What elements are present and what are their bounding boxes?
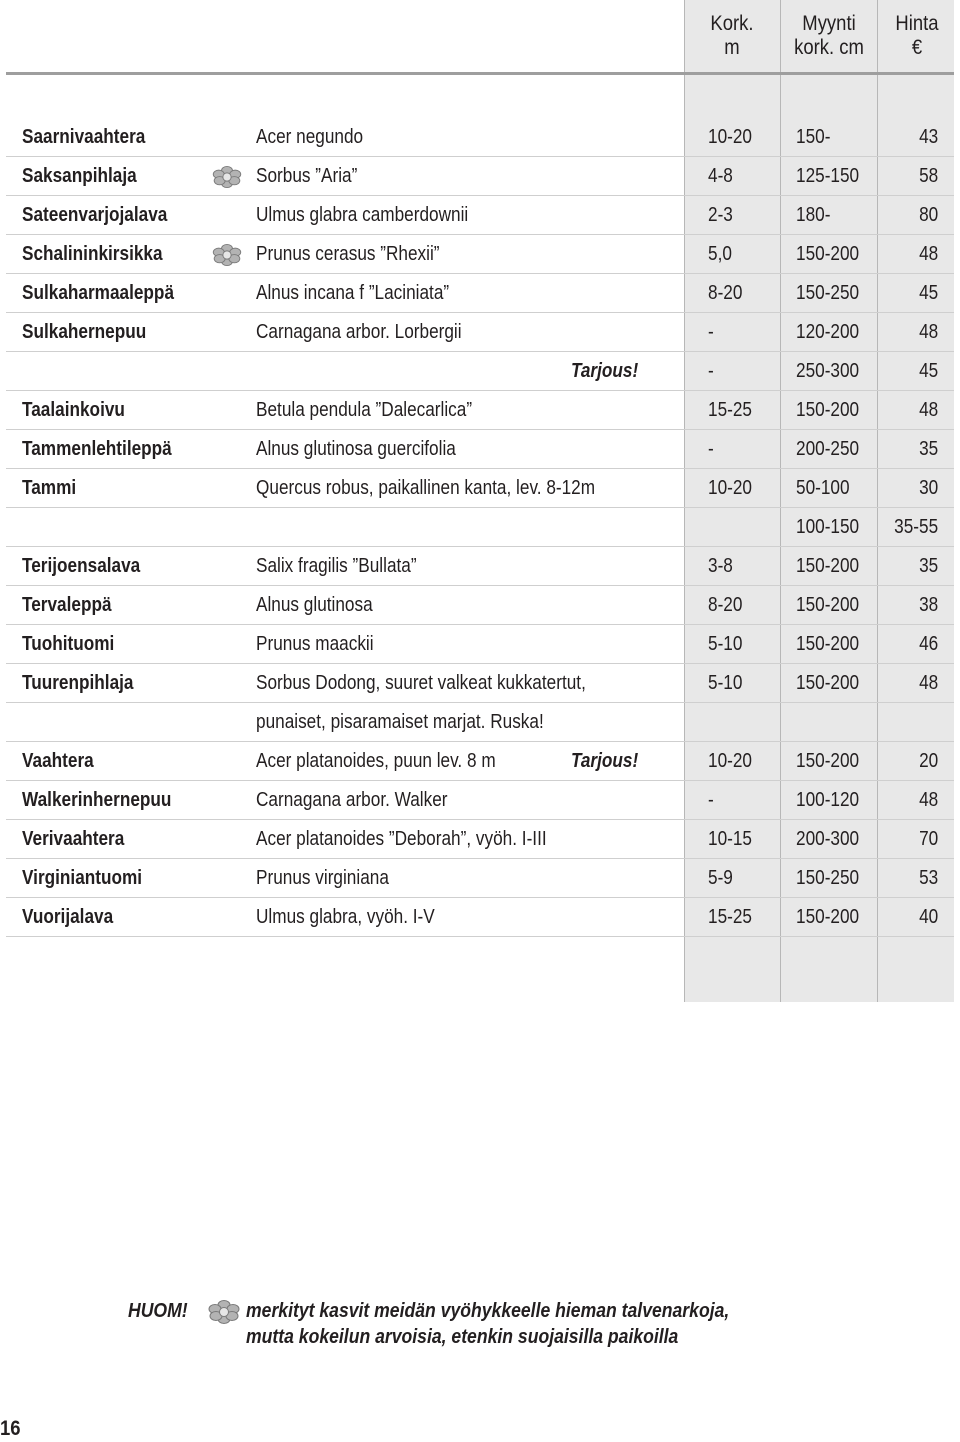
latin-name: Sorbus ”Aria” <box>256 165 358 187</box>
kork-value: 5-10 <box>708 672 743 694</box>
myynti-value: 150-200 <box>796 750 860 772</box>
header-rule <box>6 72 954 75</box>
offer-label: Tarjous! <box>571 360 639 382</box>
table-row <box>6 625 954 664</box>
table-row <box>6 391 954 430</box>
note-line-1: merkityt kasvit meidän vyöhykkeelle hieman talvenarkoja, <box>246 1300 730 1322</box>
myynti-value: 150-200 <box>796 399 860 421</box>
kork-value: 8-20 <box>708 594 743 616</box>
kork-value: 10-20 <box>708 750 752 772</box>
plant-name: Sulkaharmaaleppä <box>22 282 175 304</box>
latin-name: punaiset, pisaramaiset marjat. Ruska! <box>256 711 544 733</box>
kork-value: 10-20 <box>708 126 752 148</box>
myynti-value: 150- <box>796 126 831 148</box>
page-number: 16 <box>0 1417 21 1440</box>
plant-name: Terijoensalava <box>22 555 141 577</box>
plant-name: Sulkahernepuu <box>22 321 147 343</box>
kork-value: 10-15 <box>708 828 752 850</box>
latin-name: Quercus robus, paikallinen kanta, lev. 8-12m <box>256 477 596 499</box>
myynti-value: 150-200 <box>796 906 860 928</box>
kork-value: 3-8 <box>708 555 733 577</box>
price-value: 35 <box>918 438 938 460</box>
table-row <box>6 703 954 742</box>
flower-icon <box>212 244 242 266</box>
kork-value: - <box>708 360 714 382</box>
table-row <box>6 118 954 157</box>
myynti-value: 150-200 <box>796 594 860 616</box>
kork-value: 2-3 <box>708 204 733 226</box>
plant-name: Saarnivaahtera <box>22 126 146 148</box>
myynti-value: 50-100 <box>796 477 850 499</box>
price-value: 45 <box>918 282 938 304</box>
price-value: 48 <box>918 789 938 811</box>
table-row <box>6 898 954 937</box>
table-row <box>6 586 954 625</box>
kork-value: 5,0 <box>708 243 732 265</box>
myynti-value: 150-200 <box>796 555 860 577</box>
header-kork: Kork. m <box>710 12 754 59</box>
myynti-value: 150-200 <box>796 672 860 694</box>
price-value: 35-55 <box>894 516 938 538</box>
price-value: 43 <box>918 126 938 148</box>
price-value: 58 <box>918 165 938 187</box>
price-value: 80 <box>918 204 938 226</box>
kork-value: - <box>708 438 714 460</box>
latin-name: Prunus cerasus ”Rhexii” <box>256 243 440 265</box>
plant-name: Schalininkirsikka <box>22 243 163 265</box>
plant-name: Tuurenpihlaja <box>22 672 134 694</box>
latin-name: Carnagana arbor. Lorbergii <box>256 321 462 343</box>
latin-name: Acer platanoides ”Deborah”, vyöh. I-III <box>256 828 547 850</box>
header-myynti: Myynti kork. cm <box>794 12 864 59</box>
kork-value: 4-8 <box>708 165 733 187</box>
latin-name: Acer platanoides, puun lev. 8 m <box>256 750 496 772</box>
myynti-value: 100-120 <box>796 789 860 811</box>
table-row <box>6 274 954 313</box>
price-value: 45 <box>918 360 938 382</box>
header-hinta: Hinta € <box>895 12 939 59</box>
latin-name: Prunus virginiana <box>256 867 389 889</box>
latin-name: Salix fragilis ”Bullata” <box>256 555 417 577</box>
table-row <box>6 352 954 391</box>
myynti-value: 200-300 <box>796 828 860 850</box>
plant-name: Walkerinhernepuu <box>22 789 172 811</box>
plant-name: Sateenvarjojalava <box>22 204 168 226</box>
latin-name: Carnagana arbor. Walker <box>256 789 448 811</box>
offer-label: Tarjous! <box>571 750 639 772</box>
price-value: 20 <box>918 750 938 772</box>
latin-name: Sorbus Dodong, suuret valkeat kukkatertut, <box>256 672 586 694</box>
plant-name: Verivaahtera <box>22 828 125 850</box>
plant-name: Tervaleppä <box>22 594 112 616</box>
table-row <box>6 664 954 703</box>
price-value: 70 <box>918 828 938 850</box>
price-value: 48 <box>918 399 938 421</box>
plant-name: Taalainkoivu <box>22 399 125 421</box>
price-value: 48 <box>918 672 938 694</box>
latin-name: Prunus maackii <box>256 633 374 655</box>
myynti-value: 150-200 <box>796 243 860 265</box>
myynti-value: 120-200 <box>796 321 860 343</box>
price-value: 48 <box>918 243 938 265</box>
table-row <box>6 157 954 196</box>
flower-icon <box>208 1300 240 1324</box>
table-row <box>6 313 954 352</box>
latin-name: Ulmus glabra, vyöh. I-V <box>256 906 435 928</box>
plant-name: Tammi <box>22 477 77 499</box>
table-row <box>6 742 954 781</box>
plant-name: Tammenlehtileppä <box>22 438 172 460</box>
myynti-value: 200-250 <box>796 438 860 460</box>
latin-name: Ulmus glabra camberdownii <box>256 204 469 226</box>
table-row <box>6 547 954 586</box>
price-value: 48 <box>918 321 938 343</box>
plant-name: Vuorijalava <box>22 906 114 928</box>
plant-name: Virginiantuomi <box>22 867 143 889</box>
table-row <box>6 781 954 820</box>
flower-icon <box>212 166 242 188</box>
latin-name: Alnus glutinosa <box>256 594 373 616</box>
note-line-2: mutta kokeilun arvoisia, etenkin suojaisilla paikoilla <box>246 1326 679 1348</box>
table-row <box>6 430 954 469</box>
myynti-value: 250-300 <box>796 360 860 382</box>
myynti-value: 150-200 <box>796 633 860 655</box>
plant-name: Tuohituomi <box>22 633 115 655</box>
price-value: 35 <box>918 555 938 577</box>
plant-name: Saksanpihlaja <box>22 165 137 187</box>
kork-value: - <box>708 321 714 343</box>
price-value: 30 <box>918 477 938 499</box>
price-value: 46 <box>918 633 938 655</box>
kork-value: 5-9 <box>708 867 733 889</box>
kork-value: 15-25 <box>708 399 752 421</box>
myynti-value: 125-150 <box>796 165 860 187</box>
kork-value: 5-10 <box>708 633 743 655</box>
table-row <box>6 235 954 274</box>
kork-value: 10-20 <box>708 477 752 499</box>
table-row <box>6 196 954 235</box>
price-value: 53 <box>918 867 938 889</box>
myynti-value: 100-150 <box>796 516 860 538</box>
table-row <box>6 469 954 508</box>
latin-name: Acer negundo <box>256 126 364 148</box>
kork-value: 8-20 <box>708 282 743 304</box>
myynti-value: 150-250 <box>796 867 860 889</box>
latin-name: Alnus incana f ”Laciniata” <box>256 282 450 304</box>
myynti-value: 150-250 <box>796 282 860 304</box>
table-row <box>6 859 954 898</box>
plant-name: Vaahtera <box>22 750 94 772</box>
myynti-value: 180- <box>796 204 831 226</box>
note-label: HUOM! <box>128 1300 188 1322</box>
table-row <box>6 820 954 859</box>
latin-name: Alnus glutinosa guercifolia <box>256 438 456 460</box>
price-value: 38 <box>918 594 938 616</box>
latin-name: Betula pendula ”Dalecarlica” <box>256 399 473 421</box>
price-table <box>6 118 954 937</box>
price-value: 40 <box>918 906 938 928</box>
kork-value: 15-25 <box>708 906 752 928</box>
kork-value: - <box>708 789 714 811</box>
table-row <box>6 508 954 547</box>
